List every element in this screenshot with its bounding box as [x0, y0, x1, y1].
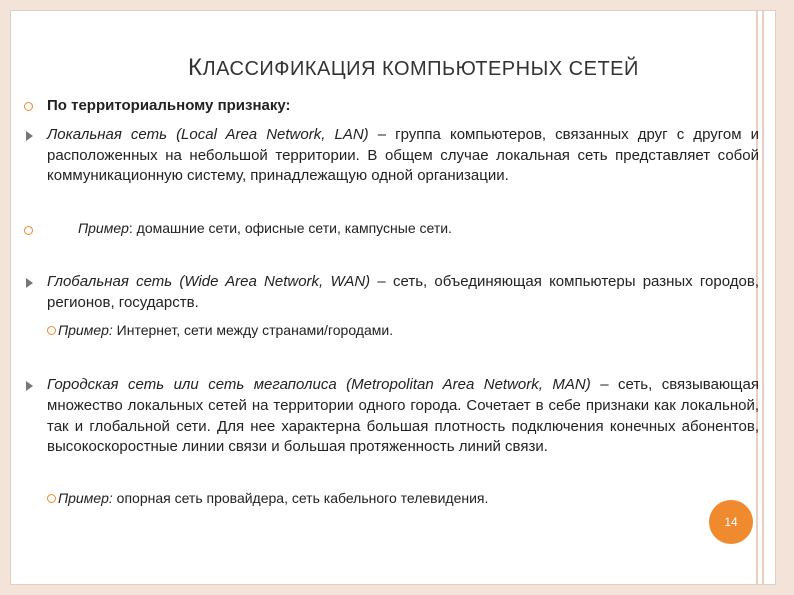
title-first-letter: К [188, 54, 203, 81]
ring-bullet-icon [47, 326, 56, 335]
arrow-bullet-icon [26, 278, 33, 288]
arrow-bullet-icon [26, 131, 33, 141]
man-paragraph [47, 375, 759, 458]
wan-paragraph [47, 272, 759, 313]
example-text: Интернет, сети между странами/городами. [112, 322, 394, 338]
wan-term: Глобальная сеть (Wide Area Network, WAN) [47, 273, 371, 290]
page-number-badge: 14 [709, 500, 753, 544]
lan-example [78, 218, 452, 239]
title-rest: ЛАССИФИКАЦИЯ КОМПЬЮТЕРНЫХ СЕТЕЙ [202, 58, 639, 80]
wan-example [58, 320, 393, 341]
lan-paragraph [47, 125, 759, 187]
slide-title [188, 54, 639, 82]
arrow-bullet-icon [26, 381, 33, 391]
man-text: – сеть, связывающая множество локальных сетей на территории одного города. Сочетает в себе признаки как локальной, так и глобальной сети. Для нее характерна большая плотность подключения конечных абонентов, высокоскоростные линии связи и большая протяженность линий связи. [47, 376, 759, 456]
example-label: Пример [78, 220, 129, 236]
example-label: Пример: [58, 490, 113, 506]
wan-text: – сеть, объединяющая компьютеры разных городов, регионов, государств. [47, 273, 759, 311]
heading: По территориальному признаку: [47, 97, 291, 114]
ring-bullet-icon [24, 226, 33, 235]
man-term: Городская сеть или сеть мегаполиса (Metropolitan Area Network, MAN) [47, 376, 591, 393]
example-text: опорная сеть провайдера, сеть кабельного телевидения. [112, 490, 489, 506]
right-border-stripe [762, 11, 764, 584]
example-label: Пример: [58, 322, 113, 338]
example-text: : домашние сети, офисные сети, кампусные сети. [128, 220, 452, 236]
lan-term: Локальная сеть (Local Area Network, LAN) [47, 126, 369, 143]
ring-bullet-icon [24, 102, 33, 111]
ring-bullet-icon [47, 494, 56, 503]
man-example [58, 488, 488, 509]
lan-text: – группа компьютеров, связанных друг с другом и расположенных на небольшой территории. В общем случае локальная сеть представляет собой коммуникационную систему, принадлежащую одной организации. [47, 126, 759, 184]
